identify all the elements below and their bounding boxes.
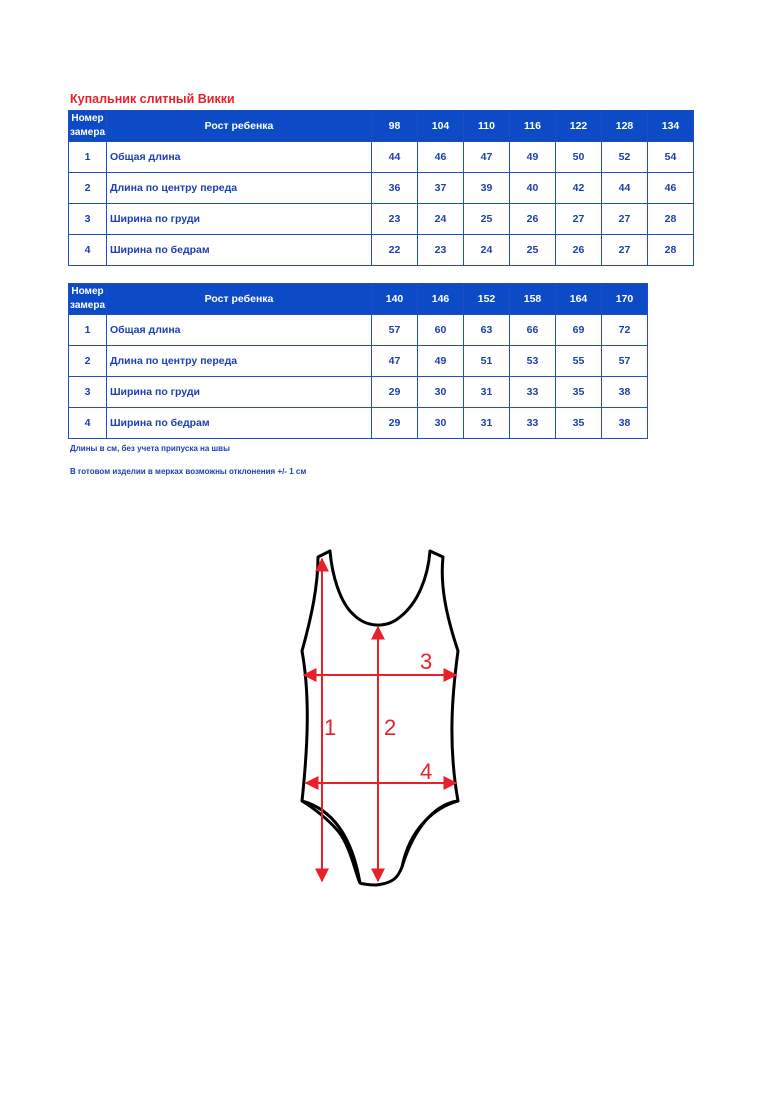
cell-value: 47 (464, 142, 510, 173)
header-number: Номер замера (69, 284, 107, 315)
cell-value: 44 (372, 142, 418, 173)
row-number: 4 (69, 408, 107, 439)
header-size: 170 (602, 284, 648, 315)
row-number: 3 (69, 377, 107, 408)
cell-value: 60 (418, 315, 464, 346)
header-size: 140 (372, 284, 418, 315)
cell-value: 26 (510, 204, 556, 235)
cell-value: 27 (556, 204, 602, 235)
header-size: 104 (418, 111, 464, 142)
cell-value: 55 (556, 346, 602, 377)
cell-value: 36 (372, 173, 418, 204)
cell-value: 44 (602, 173, 648, 204)
table-row (69, 142, 694, 173)
cell-value: 25 (464, 204, 510, 235)
cell-value: 27 (602, 235, 648, 266)
row-number: 1 (69, 142, 107, 173)
cell-value: 30 (418, 377, 464, 408)
cell-value: 66 (510, 315, 556, 346)
row-label: Ширина по груди (107, 377, 372, 408)
header-size: 116 (510, 111, 556, 142)
row-label: Ширина по бедрам (107, 408, 372, 439)
row-number: 4 (69, 235, 107, 266)
header-height: Рост ребенка (107, 284, 372, 315)
cell-value: 49 (418, 346, 464, 377)
size-table-1 (68, 110, 694, 266)
row-label: Ширина по груди (107, 204, 372, 235)
cell-value: 28 (648, 204, 694, 235)
row-label: Общая длина (107, 315, 372, 346)
row-label: Длина по центру переда (107, 173, 372, 204)
cell-value: 26 (556, 235, 602, 266)
row-label: Общая длина (107, 142, 372, 173)
cell-value: 50 (556, 142, 602, 173)
cell-value: 54 (648, 142, 694, 173)
measure-label-4: 4 (420, 759, 433, 784)
cell-value: 30 (418, 408, 464, 439)
cell-value: 51 (464, 346, 510, 377)
table-header-row (69, 111, 694, 142)
cell-value: 24 (418, 204, 464, 235)
tolerance-note: В готовом изделии в мерках возможны отклонения +/- 1 см (70, 467, 307, 476)
cell-value: 29 (372, 377, 418, 408)
cell-value: 63 (464, 315, 510, 346)
row-number: 2 (69, 346, 107, 377)
cell-value: 57 (372, 315, 418, 346)
leg-line-left (302, 801, 360, 883)
table-row (69, 204, 694, 235)
cell-value: 42 (556, 173, 602, 204)
table-header-row (69, 284, 648, 315)
row-label: Длина по центру переда (107, 346, 372, 377)
measure-label-1: 1 (324, 715, 337, 740)
table-row (69, 235, 694, 266)
header-size: 110 (464, 111, 510, 142)
table-row (69, 377, 648, 408)
cell-value: 35 (556, 377, 602, 408)
header-size: 164 (556, 284, 602, 315)
row-number: 2 (69, 173, 107, 204)
header-height: Рост ребенка (107, 111, 372, 142)
cell-value: 40 (510, 173, 556, 204)
row-number: 1 (69, 315, 107, 346)
cell-value: 25 (510, 235, 556, 266)
cell-value: 24 (464, 235, 510, 266)
header-size: 152 (464, 284, 510, 315)
cell-value: 27 (602, 204, 648, 235)
cell-value: 69 (556, 315, 602, 346)
cell-value: 38 (602, 377, 648, 408)
cell-value: 47 (372, 346, 418, 377)
table-row (69, 315, 648, 346)
cell-value: 38 (602, 408, 648, 439)
units-note: Длины в см, без учета припуска на швы (70, 444, 230, 453)
cell-value: 33 (510, 377, 556, 408)
cell-value: 29 (372, 408, 418, 439)
table-row (69, 173, 694, 204)
header-size: 146 (418, 284, 464, 315)
cell-value: 57 (602, 346, 648, 377)
cell-value: 53 (510, 346, 556, 377)
leg-line-right (402, 801, 458, 867)
cell-value: 39 (464, 173, 510, 204)
cell-value: 49 (510, 142, 556, 173)
header-number: Номер замера (69, 111, 107, 142)
cell-value: 23 (372, 204, 418, 235)
table-row (69, 408, 648, 439)
cell-value: 46 (648, 173, 694, 204)
cell-value: 35 (556, 408, 602, 439)
header-size: 134 (648, 111, 694, 142)
cell-value: 72 (602, 315, 648, 346)
table-row (69, 346, 648, 377)
cell-value: 31 (464, 408, 510, 439)
cell-value: 33 (510, 408, 556, 439)
cell-value: 23 (418, 235, 464, 266)
cell-value: 28 (648, 235, 694, 266)
cell-value: 31 (464, 377, 510, 408)
cell-value: 22 (372, 235, 418, 266)
size-table-2 (68, 283, 648, 439)
measure-label-3: 3 (420, 649, 433, 674)
header-size: 128 (602, 111, 648, 142)
swimsuit-diagram (290, 545, 480, 895)
row-label: Ширина по бедрам (107, 235, 372, 266)
header-size: 98 (372, 111, 418, 142)
header-size: 122 (556, 111, 602, 142)
page-title: Купальник слитный Викки (70, 92, 235, 106)
measure-label-2: 2 (384, 715, 397, 740)
row-number: 3 (69, 204, 107, 235)
cell-value: 46 (418, 142, 464, 173)
cell-value: 37 (418, 173, 464, 204)
cell-value: 52 (602, 142, 648, 173)
header-size: 158 (510, 284, 556, 315)
